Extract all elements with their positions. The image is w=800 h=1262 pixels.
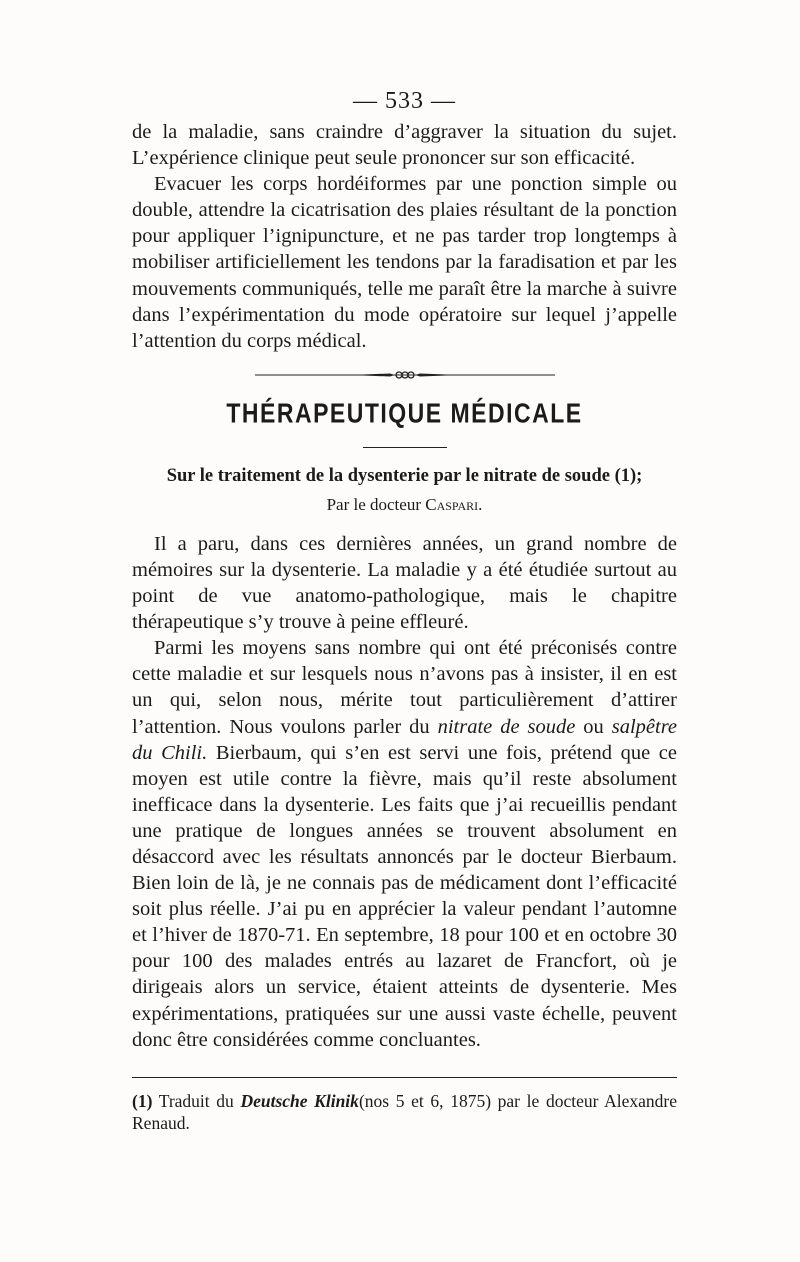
- emphasis-nitrate: nitrate de soude: [437, 715, 576, 738]
- footnote-text-end: (nos 5 et 6, 1875) par le docteur Alexandre Renaud.: [132, 1090, 677, 1133]
- footnote-journal: Deutsche Klinik: [240, 1090, 359, 1111]
- section-heading: THÉRAPEUTIQUE MÉDICALE: [226, 397, 583, 429]
- byline: [132, 495, 677, 515]
- paragraph-text-rest: Bierbaum, qui s’en est servi une fois, prétend que ce moyen est utile contre la fièvre, mais qu’il reste absolument inefficace dans la dysenterie. Les faits que j’ai recueillis pendant une pratique de longues années se trouvent absolument en désaccord avec les résultats annoncés par le docteur Bierbaum. Bien loin de là, je ne connais pas de médicament dont l’efficacité soit plus réelle. J’ai pu en apprécier la valeur pendant l’automne et l’hiver de 1870-71. En septembre, 18 pour 100 et en octobre 30 pour 100 des malades entrés au lazaret de Francfort, où je dirigeais alors un service, étaient atteints de dysenterie. Mes expérimentations, pratiquées sur une aussi vaste échelle, peuvent donc être considérées comme concluantes.: [132, 741, 677, 1051]
- heading-rule: [363, 447, 447, 448]
- book-page: [132, 88, 677, 1134]
- paragraph-text-start: Parmi les moyens sans nombre qui ont été préconisés contre cette maladie et sur lesquels nous n’avons pas à insister, il en est un qui, selon nous, mérite tout particulièrement d’attirer l’attention. Nous voulons parler du: [132, 637, 677, 738]
- article-paragraph-2: [132, 635, 677, 1053]
- emphasis-salpetre: salpêtre du Chili.: [132, 715, 678, 764]
- section-divider-ornament: [255, 370, 555, 380]
- paragraph-connector: ou: [583, 715, 604, 738]
- author-name: Caspari.: [425, 494, 483, 514]
- footnote-text-start: Traduit du: [158, 1090, 234, 1111]
- page-number: — 533 —: [353, 88, 456, 114]
- byline-prefix: Par le docteur: [326, 494, 421, 514]
- intro-paragraph-2: Evacuer les corps hordéiformes par une ponction simple ou double, attendre la cicatrisation des plaies résultant de la ponction pour appliquer l’ignipuncture, et ne pas tarder trop longtemps à mobiliser artificiellement les tendons par la faradisation et par les mouvements communiqués, telle me paraît être la marche à suivre dans l’expérimentation du mode opératoire sur lequel j’appelle l’attention du corps médical.: [132, 173, 677, 352]
- article-paragraph-1: Il a paru, dans ces dernières années, un grand nombre de mémoires sur la dysenterie. La maladie y a été étudiée surtout au point de vue anatomo-pathologique, mais le chapitre thérapeutique s’y trouve à peine effleuré.: [132, 532, 677, 634]
- footnote-rule: [132, 1077, 677, 1078]
- intro-paragraph-1: de la maladie, sans craindre d’aggraver la situation du sujet. L’expérience clinique peut seule prononcer sur son efficacité.: [132, 121, 677, 170]
- article-title: Sur le traitement de la dysenterie par le nitrate de soude (1);: [166, 465, 643, 486]
- footnote-ref: (1): [132, 1090, 153, 1111]
- footnote: [132, 1090, 677, 1134]
